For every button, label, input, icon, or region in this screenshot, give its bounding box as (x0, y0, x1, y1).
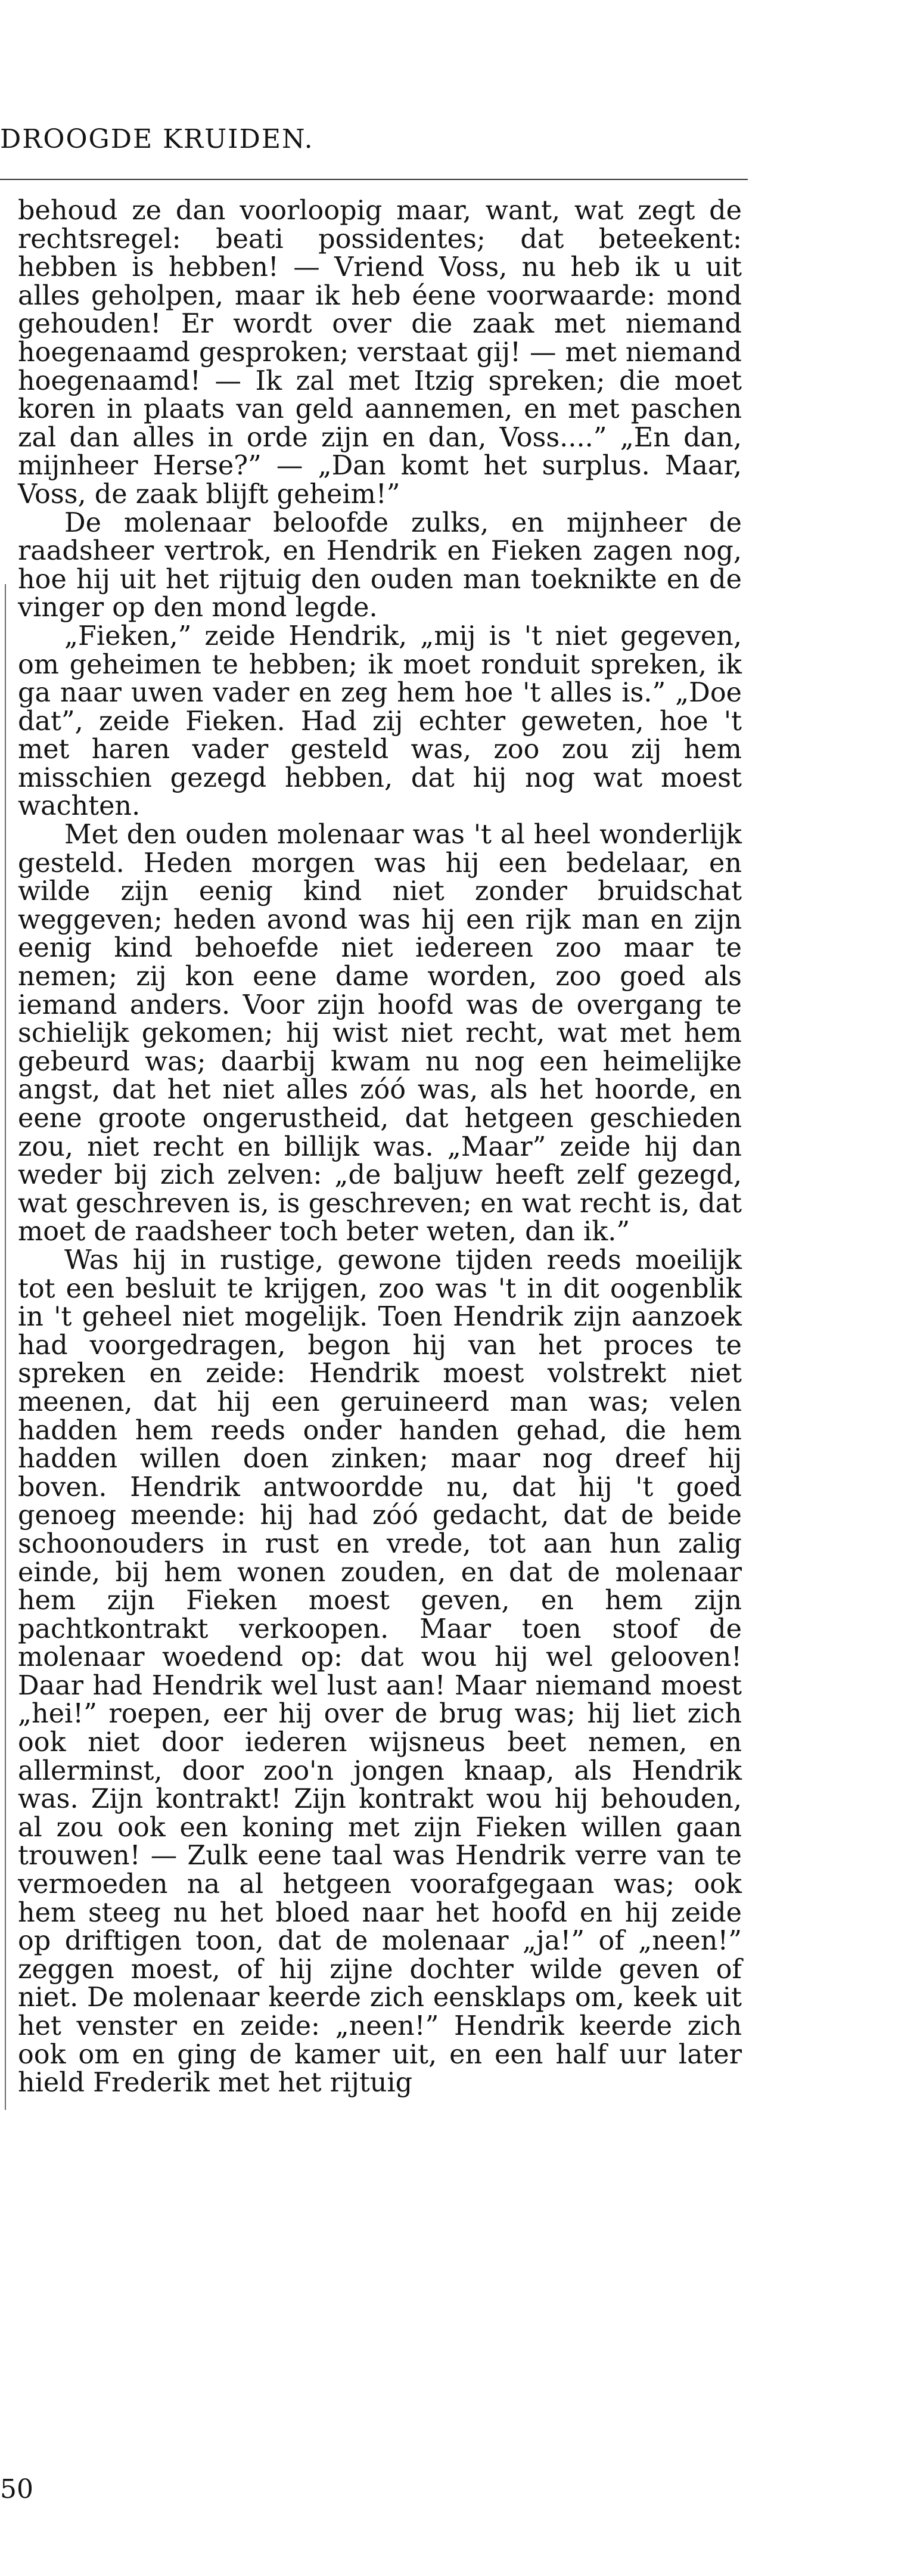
paragraph-1: behoud ze dan voorloopig maar, want, wat zegt de rechtsregel: beati possidentes; dat beteekent: hebben is hebben! — Vriend Voss, nu heb ik u uit alles geholpen, maar ik heb éene voorwaarde: mond gehouden! Er wordt over die zaak met niemand hoegenaamd gesproken; verstaat gij! — met niemand hoegenaamd! — Ik zal met Itzig spreken; die moet koren in plaats van geld aannemen, en met paschen zal dan alles in orde zijn en dan, Voss....” „En dan, mijnheer Herse?” — „Dan komt het surplus. Maar, Voss, de zaak blijft geheim!” (18, 195, 742, 510)
margin-rule (5, 584, 6, 2110)
paragraph-5: Was hij in rustige, gewone tijden reeds moeilijk tot een besluit te krijgen, zoo was 't in dit oogenblik in 't geheel niet mogelijk. Toen Hendrik zijn aanzoek had voorgedragen, begon hij van het proces te spreken en zeide: Hendrik moest volstrekt niet meenen, dat hij een geruineerd man was; velen hadden hem reeds onder handen gehad, die hem hadden willen doen zinken; maar nog dreef hij boven. Hendrik antwoordde nu, dat hij 't goed genoeg meende: hij had zóó gedacht, dat de beide schoonouders in rust en vrede, tot aan hun zalig einde, bij hem wonen zouden, en dat de molenaar hem zijn Fieken moest geven, en hem zijn pachtkontrakt verkoopen. Maar toen stoof de molenaar woedend op: dat wou hij wel gelooven! Daar had Hendrik wel lust aan! Maar niemand moest „hei!” roepen, eer hij over de brug was; hij liet zich ook niet door iederen wijsneus beet nemen, en allerminst, door zoo'n jongen knaap, als Hendrik was. Zijn kontrakt! Zijn kontrakt wou hij behouden, al zou ook een koning met zijn Fieken willen gaan trouwen! — Zulk eene taal was Hendrik verre van te vermoeden na al hetgeen voorafgegaan was; ook hem steeg nu het bloed naar het hoofd en hij zeide op driftigen toon, dat de molenaar „ja!” of „neen!” zeggen moest, of hij zijne dochter wilde geven of niet. De molenaar keerde zich eensklaps om, keek uit het venster en zeide: „neen!” Hendrik keerde zich ook om en ging de kamer uit, en een half uur later hield Frederik met het rijtuig (18, 1244, 742, 2099)
paragraph-2: De molenaar beloofde zulks, en mijnheer de raadsheer vertrok, en Hendrik en Fieken zagen nog, hoe hij uit het rijtuig den ouden man toeknikte en de vinger op den mond legde. (18, 507, 742, 623)
running-title: DROOGDE KRUIDEN. (0, 124, 314, 154)
header-rule (0, 179, 748, 180)
paragraph-3: „Fieken,” zeide Hendrik, „mij is 't niet gegeven, om geheimen te hebben; ik moet ronduit spreken, ik ga naar uwen vader en zeg hem hoe 't alles is.” „Doe dat”, zeide Fieken. Had zij echter geweten, hoe 't met haren vader gesteld was, zoo zou zij hem misschien gezegd hebben, dat hij nog wat moest wachten. (18, 620, 742, 822)
body-text (18, 197, 742, 2097)
page-number: 50 (0, 2474, 33, 2504)
paragraph-4: Met den ouden molenaar was 't al heel wonderlijk gesteld. Heden morgen was hij een bedelaar, en wilde zijn eenig kind niet zonder bruidschat weggeven; heden avond was hij een rijk man en zijn eenig kind behoefde niet iedereen zoo maar te nemen; zij kon eene dame worden, zoo goed als iemand anders. Voor zijn hoofd was de overgang te schielijk gekomen; hij wist niet recht, wat met hem gebeurd was; daarbij kwam nu nog een heimelijke angst, dat het niet alles zóó was, als het hoorde, en eene groote ongerustheid, dat hetgeen geschieden zou, niet recht en billijk was. „Maar” zeide hij dan weder bij zich zelven: „de baljuw heeft zelf gezegd, wat geschreven is, is geschreven; en wat recht is, dat moet de raadsheer toch beter weten, dan ik.” (18, 820, 742, 1247)
